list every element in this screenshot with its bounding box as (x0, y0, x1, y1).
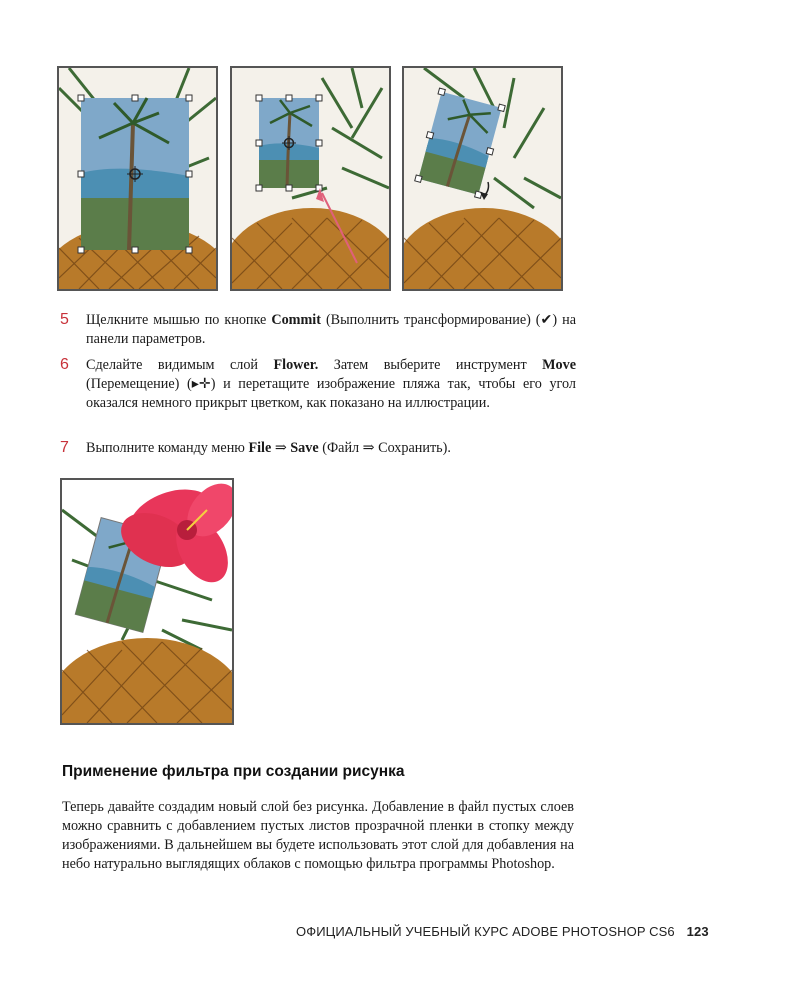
step-number: 6 (60, 356, 69, 373)
step-number: 5 (60, 311, 69, 328)
figure-composite-result (60, 478, 234, 725)
step-keyword-save: Save (290, 440, 319, 456)
step-keyword-flower: Flower. (273, 357, 319, 373)
step-text (86, 311, 576, 349)
step-text (86, 356, 576, 413)
figure-transform-step-3 (402, 66, 563, 291)
step-text-part: Сделайте видимым слой (86, 357, 274, 373)
course-title: ОФИЦИАЛЬНЫЙ УЧЕБНЫЙ КУРС ADOBE PHOTOSHOP CS6 (296, 924, 675, 939)
step-keyword-file: File (248, 440, 272, 456)
figure-transform-step-2-illustration (232, 68, 389, 289)
page-number: 123 (686, 924, 709, 939)
page-footer (296, 924, 709, 939)
step-keyword-move: Move (542, 357, 576, 373)
step-text-part: ⇒ (271, 440, 291, 456)
step-text-part: (Выполнить трансформирование) (✔) на панели параметров. (86, 312, 576, 347)
section-paragraph: Теперь давайте создадим новый слой без рисунка. Добавление в файл пустых слоев можно сравнить с добавлением пустых листов прозрачной пленки в стопку между изображениями. В дальнейшем вы будете использовать этот слой для добавления на небо натурально выглядящих облаков с помощью фильтра программы Photoshop. (62, 799, 574, 872)
instruction-step-6 (60, 356, 576, 413)
step-keyword-commit: Commit (271, 312, 321, 328)
step-text (86, 439, 576, 458)
step-text-part: (Файл ⇒ Сохранить). (318, 440, 451, 456)
step-number: 7 (60, 439, 69, 456)
figure-composite-illustration (62, 480, 232, 723)
figure-transform-step-3-illustration (404, 68, 561, 289)
figure-transform-step-2 (230, 66, 391, 291)
step-text-part: Затем выберите инструмент (318, 357, 543, 373)
figure-transform-step-1-illustration (59, 68, 216, 289)
section-heading: Применение фильтра при создании рисунка (62, 763, 405, 780)
step-text-part: (Перемещение) (▸✛) и перетащите изображение пляжа так, чтобы его угол оказался немного прикрыт цветком, как показано на иллюстрации. (86, 376, 576, 411)
instruction-step-5 (60, 311, 576, 349)
figure-transform-step-1 (57, 66, 218, 291)
instruction-step-7 (60, 439, 576, 458)
step-text-part: Щелкните мышью по кнопке (86, 312, 272, 328)
step-text-part: Выполните команду меню (86, 440, 249, 456)
